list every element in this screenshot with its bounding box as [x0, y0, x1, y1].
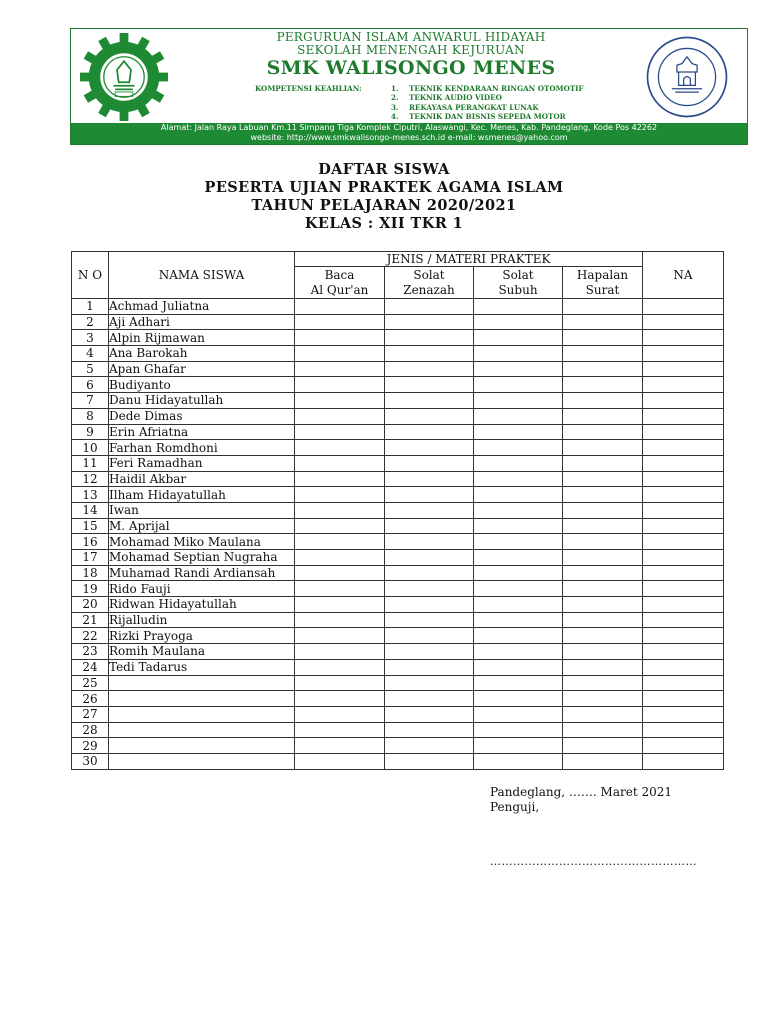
score-hapalan [563, 518, 643, 534]
competency-list [391, 84, 584, 121]
table-row [72, 330, 724, 346]
score-baca [295, 628, 385, 644]
table-row [72, 471, 724, 487]
table-row [72, 361, 724, 377]
row-number: 28 [72, 722, 109, 738]
table-row [72, 487, 724, 503]
score-hapalan [563, 377, 643, 393]
score-solat-subuh [474, 408, 563, 424]
student-name: Achmad Juliatna [109, 299, 295, 315]
student-name: Rijalludin [109, 612, 295, 628]
score-baca [295, 565, 385, 581]
score-hapalan [563, 706, 643, 722]
row-number: 18 [72, 565, 109, 581]
signature-role: Penguji, [490, 800, 540, 814]
score-na [643, 738, 724, 754]
score-hapalan [563, 550, 643, 566]
student-name: M. Aprijal [109, 518, 295, 534]
foundation-name: PERGURUAN ISLAM ANWARUL HIDAYAH [276, 30, 546, 44]
score-solat-zenazah [385, 330, 474, 346]
student-table [71, 251, 724, 770]
score-solat-zenazah [385, 565, 474, 581]
score-baca [295, 455, 385, 471]
score-na [643, 471, 724, 487]
score-solat-zenazah [385, 440, 474, 456]
score-baca [295, 518, 385, 534]
score-solat-subuh [474, 377, 563, 393]
score-baca [295, 612, 385, 628]
table-row [72, 706, 724, 722]
score-baca [295, 440, 385, 456]
score-baca [295, 550, 385, 566]
score-hapalan [563, 612, 643, 628]
score-baca [295, 471, 385, 487]
table-row [72, 455, 724, 471]
score-solat-zenazah [385, 581, 474, 597]
score-hapalan [563, 471, 643, 487]
score-solat-subuh [474, 361, 563, 377]
score-solat-zenazah [385, 691, 474, 707]
row-number: 11 [72, 455, 109, 471]
score-solat-subuh [474, 644, 563, 660]
row-number: 5 [72, 361, 109, 377]
score-baca [295, 738, 385, 754]
title-line-4: KELAS : XII TKR 1 [304, 215, 464, 232]
score-hapalan [563, 502, 643, 518]
score-na [643, 314, 724, 330]
score-solat-zenazah [385, 518, 474, 534]
score-hapalan [563, 330, 643, 346]
row-number: 26 [72, 691, 109, 707]
competency-label: KOMPETENSI KEAHLIAN: [255, 84, 362, 93]
student-name: Ilham Hidayatullah [109, 487, 295, 503]
score-na [643, 675, 724, 691]
score-solat-subuh [474, 487, 563, 503]
score-baca [295, 314, 385, 330]
student-table-body [72, 299, 724, 770]
table-row [72, 644, 724, 660]
score-na [643, 565, 724, 581]
row-number: 24 [72, 659, 109, 675]
score-hapalan [563, 440, 643, 456]
row-number: 16 [72, 534, 109, 550]
score-na [643, 659, 724, 675]
score-baca [295, 691, 385, 707]
row-number: 2 [72, 314, 109, 330]
table-row [72, 393, 724, 409]
table-row [72, 550, 724, 566]
row-number: 12 [72, 471, 109, 487]
signature-place-date: Pandeglang, ……. Maret 2021 [490, 785, 672, 799]
score-hapalan [563, 753, 643, 769]
score-hapalan [563, 691, 643, 707]
school-address: Alamat: Jalan Raya Labuan Km.11 Simpang Tiga Komplek Ciputri, Alaswangi, Kec. Menes, Kab. Pandeglang, Kode Pos 42262 [160, 123, 658, 132]
score-hapalan [563, 659, 643, 675]
score-solat-subuh [474, 581, 563, 597]
col-header-solat-subuh: Solat Subuh [474, 267, 563, 299]
score-solat-subuh [474, 314, 563, 330]
score-baca [295, 597, 385, 613]
score-hapalan [563, 581, 643, 597]
competency-item: 1. TEKNIK KENDARAAN RINGAN OTOMOTIF [391, 84, 584, 93]
table-row [72, 753, 724, 769]
score-hapalan [563, 675, 643, 691]
row-number: 17 [72, 550, 109, 566]
score-solat-subuh [474, 628, 563, 644]
score-na [643, 455, 724, 471]
score-solat-subuh [474, 299, 563, 315]
contact-bar [71, 123, 747, 145]
score-baca [295, 659, 385, 675]
row-number: 20 [72, 597, 109, 613]
score-hapalan [563, 534, 643, 550]
score-hapalan [563, 361, 643, 377]
score-na [643, 644, 724, 660]
score-baca [295, 299, 385, 315]
score-na [643, 753, 724, 769]
table-row [72, 408, 724, 424]
row-number: 29 [72, 738, 109, 754]
table-row [72, 565, 724, 581]
competency-item: 4. TEKNIK DAN BISNIS SEPEDA MOTOR [391, 111, 566, 121]
score-baca [295, 377, 385, 393]
score-solat-zenazah [385, 722, 474, 738]
foundation-seal-logo [645, 35, 729, 119]
score-baca [295, 346, 385, 362]
student-name: Alpin Rijmawan [109, 330, 295, 346]
student-name [109, 706, 295, 722]
row-number: 27 [72, 706, 109, 722]
score-baca [295, 330, 385, 346]
table-row [72, 346, 724, 362]
student-name: Ridwan Hidayatullah [109, 597, 295, 613]
score-na [643, 628, 724, 644]
table-row [72, 314, 724, 330]
competency-item: 2. TEKNIK AUDIO VIDEO [391, 93, 502, 103]
score-solat-subuh [474, 330, 563, 346]
score-solat-zenazah [385, 675, 474, 691]
student-name: Ana Barokah [109, 346, 295, 362]
student-name [109, 753, 295, 769]
score-na [643, 299, 724, 315]
row-number: 15 [72, 518, 109, 534]
row-number: 7 [72, 393, 109, 409]
score-solat-zenazah [385, 502, 474, 518]
student-name [109, 691, 295, 707]
score-solat-subuh [474, 612, 563, 628]
score-solat-subuh [474, 722, 563, 738]
student-name: Mohamad Miko Maulana [109, 534, 295, 550]
score-solat-zenazah [385, 612, 474, 628]
score-na [643, 487, 724, 503]
competency-item: 3. REKAYASA PERANGKAT LUNAK [391, 102, 539, 112]
score-solat-zenazah [385, 644, 474, 660]
student-name: Dede Dimas [109, 408, 295, 424]
score-hapalan [563, 597, 643, 613]
score-solat-zenazah [385, 455, 474, 471]
signature-line: ……………………………………………… [490, 855, 697, 868]
score-solat-zenazah [385, 346, 474, 362]
table-row [72, 691, 724, 707]
row-number: 19 [72, 581, 109, 597]
score-solat-zenazah [385, 424, 474, 440]
score-solat-subuh [474, 455, 563, 471]
school-contact: website: http://www.smkwalisongo-menes.sch.id e-mail: wsmenes@yahoo.com [250, 133, 568, 142]
student-name: Budiyanto [109, 377, 295, 393]
table-row [72, 738, 724, 754]
score-hapalan [563, 628, 643, 644]
score-na [643, 518, 724, 534]
table-row [72, 597, 724, 613]
score-solat-zenazah [385, 550, 474, 566]
score-baca [295, 722, 385, 738]
row-number: 21 [72, 612, 109, 628]
score-na [643, 330, 724, 346]
title-line-3: TAHUN PELAJARAN 2020/2021 [251, 197, 517, 214]
table-row [72, 722, 724, 738]
title-line-2: PESERTA UJIAN PRAKTEK AGAMA ISLAM [204, 179, 564, 196]
score-baca [295, 487, 385, 503]
score-na [643, 550, 724, 566]
row-number: 25 [72, 675, 109, 691]
table-row [72, 502, 724, 518]
school-type: SEKOLAH MENENGAH KEJURUAN [297, 43, 525, 57]
student-name: Erin Afriatna [109, 424, 295, 440]
score-solat-zenazah [385, 487, 474, 503]
score-solat-zenazah [385, 534, 474, 550]
score-hapalan [563, 314, 643, 330]
score-solat-subuh [474, 691, 563, 707]
score-hapalan [563, 738, 643, 754]
score-solat-subuh [474, 518, 563, 534]
score-solat-subuh [474, 753, 563, 769]
score-solat-subuh [474, 565, 563, 581]
score-na [643, 377, 724, 393]
score-solat-zenazah [385, 314, 474, 330]
score-na [643, 722, 724, 738]
student-name: Apan Ghafar [109, 361, 295, 377]
score-hapalan [563, 346, 643, 362]
letterhead [70, 28, 748, 145]
score-na [643, 706, 724, 722]
table-row [72, 581, 724, 597]
col-header-name: NAMA SISWA [109, 252, 295, 299]
score-hapalan [563, 393, 643, 409]
score-solat-zenazah [385, 706, 474, 722]
student-name [109, 675, 295, 691]
score-solat-zenazah [385, 738, 474, 754]
col-header-na: NA [643, 252, 724, 299]
table-row [72, 424, 724, 440]
score-solat-zenazah [385, 377, 474, 393]
score-hapalan [563, 408, 643, 424]
score-hapalan [563, 299, 643, 315]
student-name: Danu Hidayatullah [109, 393, 295, 409]
score-solat-zenazah [385, 597, 474, 613]
score-solat-zenazah [385, 659, 474, 675]
student-name: Rizki Prayoga [109, 628, 295, 644]
score-hapalan [563, 424, 643, 440]
score-hapalan [563, 487, 643, 503]
score-baca [295, 534, 385, 550]
score-solat-subuh [474, 440, 563, 456]
col-header-no: N O [72, 252, 109, 299]
score-na [643, 393, 724, 409]
score-solat-subuh [474, 706, 563, 722]
table-row [72, 377, 724, 393]
student-name: Aji Adhari [109, 314, 295, 330]
student-name: Muhamad Randi Ardiansah [109, 565, 295, 581]
score-solat-subuh [474, 550, 563, 566]
score-na [643, 408, 724, 424]
student-name: Farhan Romdhoni [109, 440, 295, 456]
score-solat-zenazah [385, 628, 474, 644]
score-solat-subuh [474, 393, 563, 409]
document-title [0, 161, 768, 233]
row-number: 8 [72, 408, 109, 424]
score-na [643, 502, 724, 518]
student-name: Mohamad Septian Nugraha [109, 550, 295, 566]
row-number: 1 [72, 299, 109, 315]
row-number: 30 [72, 753, 109, 769]
row-number: 23 [72, 644, 109, 660]
score-solat-zenazah [385, 393, 474, 409]
table-row [72, 628, 724, 644]
score-baca [295, 393, 385, 409]
col-header-solat-zenazah: Solat Zenazah [385, 267, 474, 299]
score-solat-zenazah [385, 408, 474, 424]
row-number: 6 [72, 377, 109, 393]
letterhead-text [181, 31, 641, 80]
table-row [72, 440, 724, 456]
score-solat-subuh [474, 346, 563, 362]
table-row [72, 675, 724, 691]
score-baca [295, 706, 385, 722]
row-number: 13 [72, 487, 109, 503]
score-hapalan [563, 644, 643, 660]
score-solat-zenazah [385, 299, 474, 315]
signature-block [490, 785, 672, 815]
score-na [643, 424, 724, 440]
row-number: 14 [72, 502, 109, 518]
score-hapalan [563, 722, 643, 738]
score-baca [295, 675, 385, 691]
score-na [643, 691, 724, 707]
table-row [72, 518, 724, 534]
title-line-1: DAFTAR SISWA [318, 161, 450, 178]
score-baca [295, 581, 385, 597]
score-hapalan [563, 565, 643, 581]
student-name: Haidil Akbar [109, 471, 295, 487]
row-number: 4 [72, 346, 109, 362]
score-solat-subuh [474, 738, 563, 754]
row-number: 22 [72, 628, 109, 644]
score-baca [295, 361, 385, 377]
table-row [72, 299, 724, 315]
row-number: 9 [72, 424, 109, 440]
student-name: Tedi Tadarus [109, 659, 295, 675]
score-na [643, 612, 724, 628]
student-name [109, 738, 295, 754]
student-name [109, 722, 295, 738]
score-na [643, 346, 724, 362]
table-row [72, 534, 724, 550]
score-solat-subuh [474, 659, 563, 675]
table-row [72, 659, 724, 675]
row-number: 10 [72, 440, 109, 456]
row-number: 3 [72, 330, 109, 346]
score-baca [295, 753, 385, 769]
school-name: SMK WALISONGO MENES [266, 57, 556, 79]
col-header-hapalan: Hapalan Surat [563, 267, 643, 299]
score-solat-subuh [474, 675, 563, 691]
student-name: Rido Fauji [109, 581, 295, 597]
score-solat-subuh [474, 471, 563, 487]
score-na [643, 440, 724, 456]
score-na [643, 534, 724, 550]
score-solat-subuh [474, 502, 563, 518]
col-header-baca: Baca Al Qur'an [295, 267, 385, 299]
score-solat-subuh [474, 424, 563, 440]
student-name: Romih Maulana [109, 644, 295, 660]
score-baca [295, 502, 385, 518]
col-header-group: JENIS / MATERI PRAKTEK [295, 252, 643, 267]
student-name: Iwan [109, 502, 295, 518]
score-solat-zenazah [385, 361, 474, 377]
score-solat-subuh [474, 597, 563, 613]
score-na [643, 581, 724, 597]
score-hapalan [563, 455, 643, 471]
score-baca [295, 424, 385, 440]
score-solat-subuh [474, 534, 563, 550]
score-solat-zenazah [385, 471, 474, 487]
score-na [643, 361, 724, 377]
score-solat-zenazah [385, 753, 474, 769]
score-baca [295, 644, 385, 660]
table-row [72, 612, 724, 628]
school-logo-gear [80, 33, 168, 121]
score-baca [295, 408, 385, 424]
student-name: Feri Ramadhan [109, 455, 295, 471]
score-na [643, 597, 724, 613]
